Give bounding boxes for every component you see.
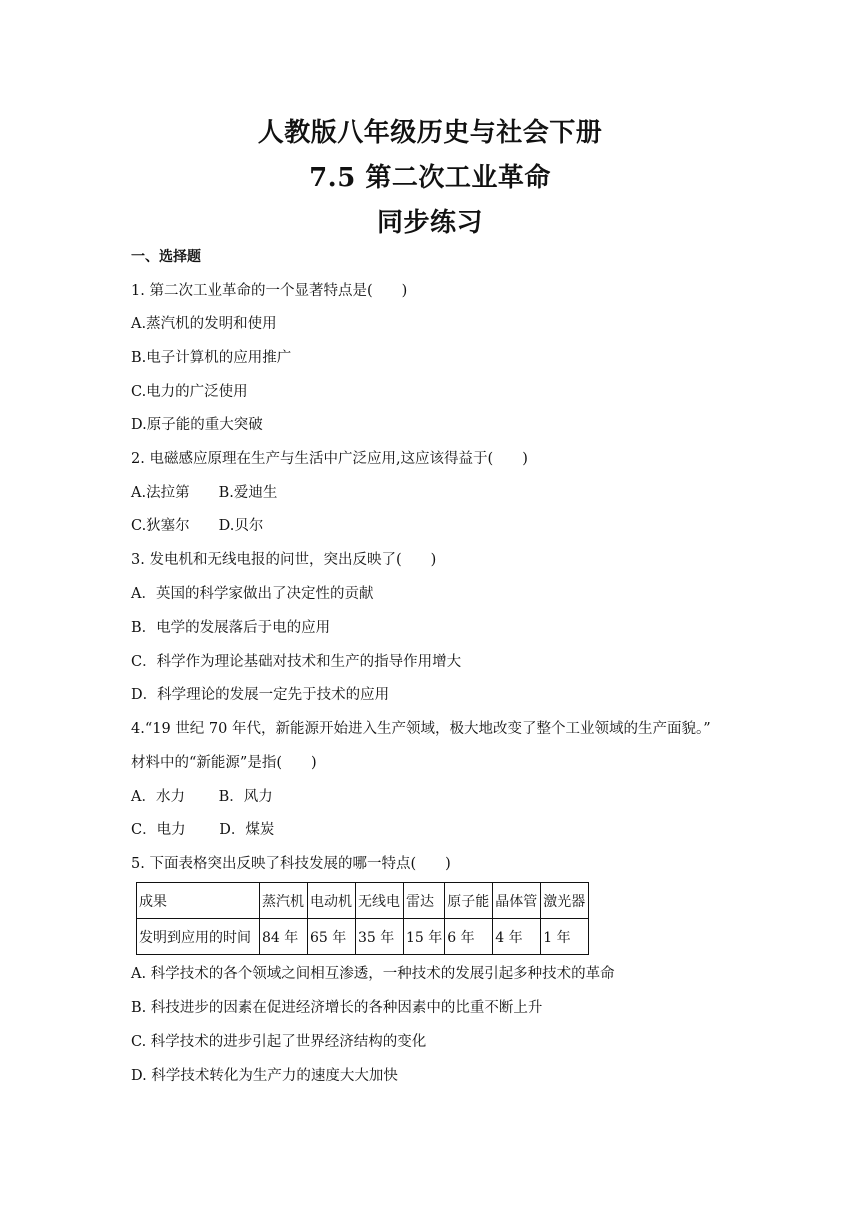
data-table [136, 882, 589, 955]
q5-option-b: B. 科技进步的因素在促进经济增长的各种因素中的比重不断上升 [131, 1000, 543, 1016]
q1-option-a: A.蒸汽机的发明和使用 [131, 316, 277, 332]
q1-option-b: B.电子计算机的应用推广 [131, 350, 292, 366]
table-cell: 激光器 [541, 883, 589, 919]
section-heading: 一、选择题 [131, 249, 201, 265]
table-cell: 35 年 [356, 919, 404, 955]
q5-option-a: A. 科学技术的各个领域之间相互渗透，一种技术的发展引起多种技术的革命 [131, 966, 615, 982]
table-cell: 15 年 [404, 919, 445, 955]
table-cell: 晶体管 [493, 883, 541, 919]
table-row [137, 919, 589, 955]
question-1: 1. 第二次工业革命的一个显著特点是( ) [131, 283, 408, 299]
question-5: 5. 下面表格突出反映了科技发展的哪一特点( ) [131, 856, 451, 872]
question-4-cont: 材料中的“新能源”是指( ) [131, 755, 317, 771]
q3-option-c: C．科学作为理论基础对技术和生产的指导作用增大 [131, 654, 462, 670]
table-row [137, 883, 589, 919]
q2-options-ab: A.法拉第 B.爱迪生 [131, 485, 278, 501]
q1-option-d: D.原子能的重大突破 [131, 417, 263, 433]
table-cell: 雷达 [404, 883, 445, 919]
q3-option-a: A．英国的科学家做出了决定性的贡献 [131, 586, 374, 602]
q2-options-cd: C.狄塞尔 D.贝尔 [131, 518, 264, 534]
table-cell: 原子能 [445, 883, 493, 919]
q5-option-d: D. 科学技术转化为生产力的速度大大加快 [131, 1068, 398, 1084]
table-cell: 65 年 [308, 919, 356, 955]
q4-options-cd: C．电力 D．煤炭 [131, 822, 275, 838]
table-cell: 4 年 [493, 919, 541, 955]
question-4: 4.“19 世纪 70 年代，新能源开始进入生产领域，极大地改变了整个工业领域的生产面貌。” [131, 721, 711, 737]
document-title: 人教版八年级历史与社会下册 [257, 118, 603, 148]
table-cell: 1 年 [541, 919, 589, 955]
table-cell: 6 年 [445, 919, 493, 955]
table-cell: 蒸汽机 [260, 883, 308, 919]
table-cell: 无线电 [356, 883, 404, 919]
q5-option-c: C. 科学技术的进步引起了世界经济结构的变化 [131, 1034, 427, 1050]
table-cell: 电动机 [308, 883, 356, 919]
q3-option-b: B．电学的发展落后于电的应用 [131, 620, 331, 636]
q3-option-d: D．科学理论的发展一定先于技术的应用 [131, 687, 390, 703]
q4-options-ab: A．水力 B．风力 [131, 789, 273, 805]
lesson-title: 7.5 第二次工业革命 [309, 163, 551, 193]
question-3: 3. 发电机和无线电报的问世，突出反映了( ) [131, 552, 437, 568]
table-cell: 发明到应用的时间 [137, 919, 260, 955]
question-2: 2. 电磁感应原理在生产与生活中广泛应用,这应该得益于( ) [131, 451, 528, 467]
subtitle: 同步练习 [376, 208, 483, 238]
table-cell: 成果 [137, 883, 260, 919]
table-cell: 84 年 [260, 919, 308, 955]
q1-option-c: C.电力的广泛使用 [131, 384, 248, 400]
